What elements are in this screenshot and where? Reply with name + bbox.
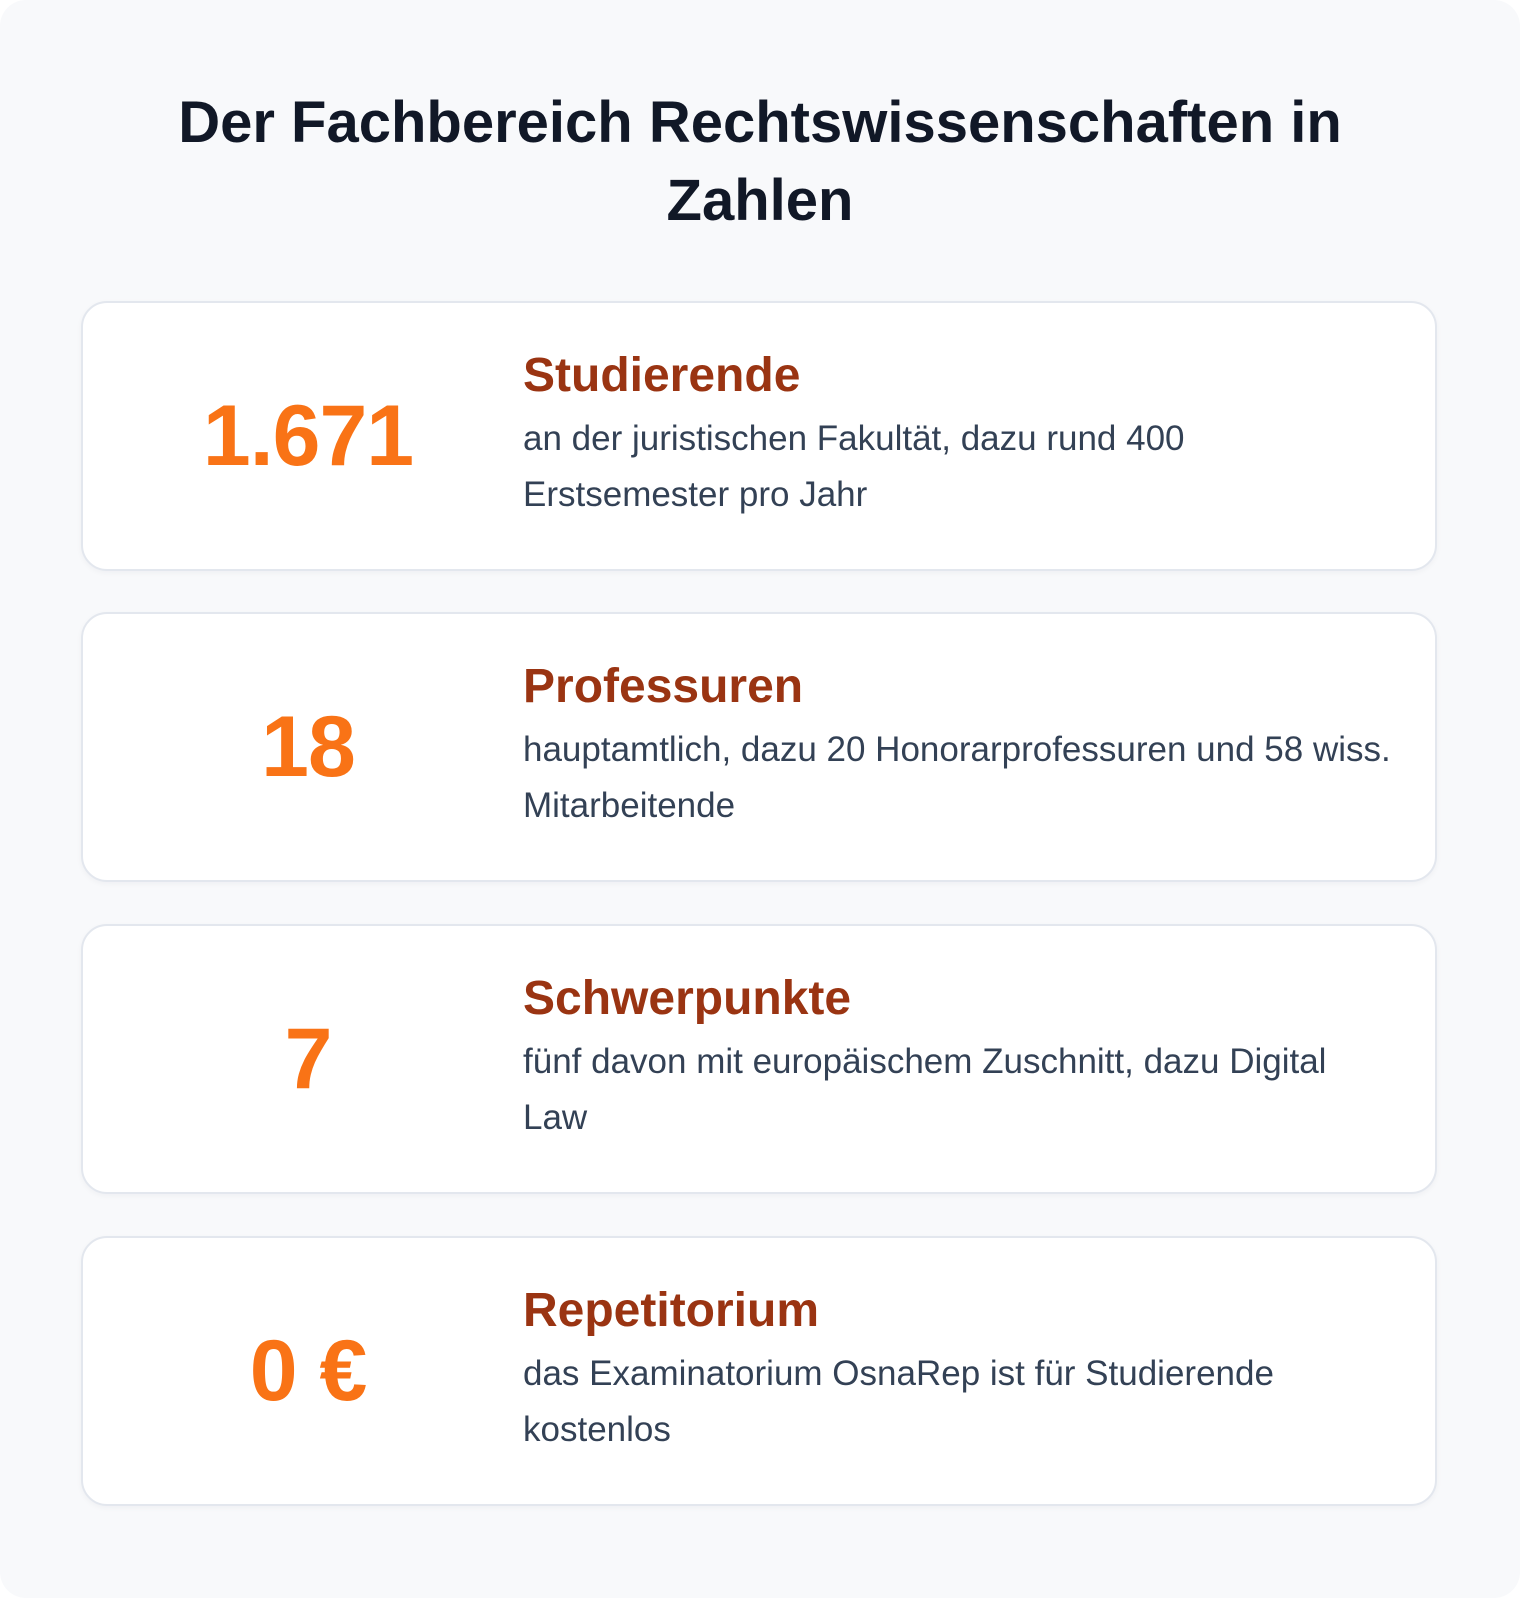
stat-text — [523, 347, 1395, 523]
stat-text — [523, 970, 1395, 1146]
stat-description: fünf davon mit europäischem Zuschnitt, dazu Digital Law — [523, 1042, 1327, 1137]
stat-description: an der juristischen Fakultät, dazu rund 400 Erstsemester pro Jahr — [523, 419, 1185, 514]
stat-label: Professuren — [523, 660, 804, 713]
stat-description: hauptamtlich, dazu 20 Honorarprofessuren und 58 wiss. Mitarbeitende — [523, 730, 1391, 825]
stat-label: Repetitorium — [523, 1284, 820, 1337]
stat-value: 0 € — [249, 1322, 367, 1419]
stat-card-studierende — [81, 301, 1437, 571]
stat-card-schwerpunkte — [81, 924, 1437, 1194]
stat-card-repetitorium — [81, 1236, 1437, 1506]
stat-value: 1.671 — [202, 387, 414, 484]
stat-description: das Examinatorium OsnaRep ist für Studierende kostenlos — [523, 1354, 1274, 1449]
stat-label: Schwerpunkte — [523, 972, 852, 1025]
stat-value: 18 — [261, 698, 355, 795]
page-title: Der Fachbereich Rechtswissenschaften in Zahlen — [178, 90, 1342, 233]
stat-label: Studierende — [523, 349, 801, 402]
stat-card-professuren — [81, 612, 1437, 882]
stat-text — [523, 658, 1395, 834]
stat-value: 7 — [284, 1010, 332, 1107]
stat-text — [523, 1282, 1395, 1458]
